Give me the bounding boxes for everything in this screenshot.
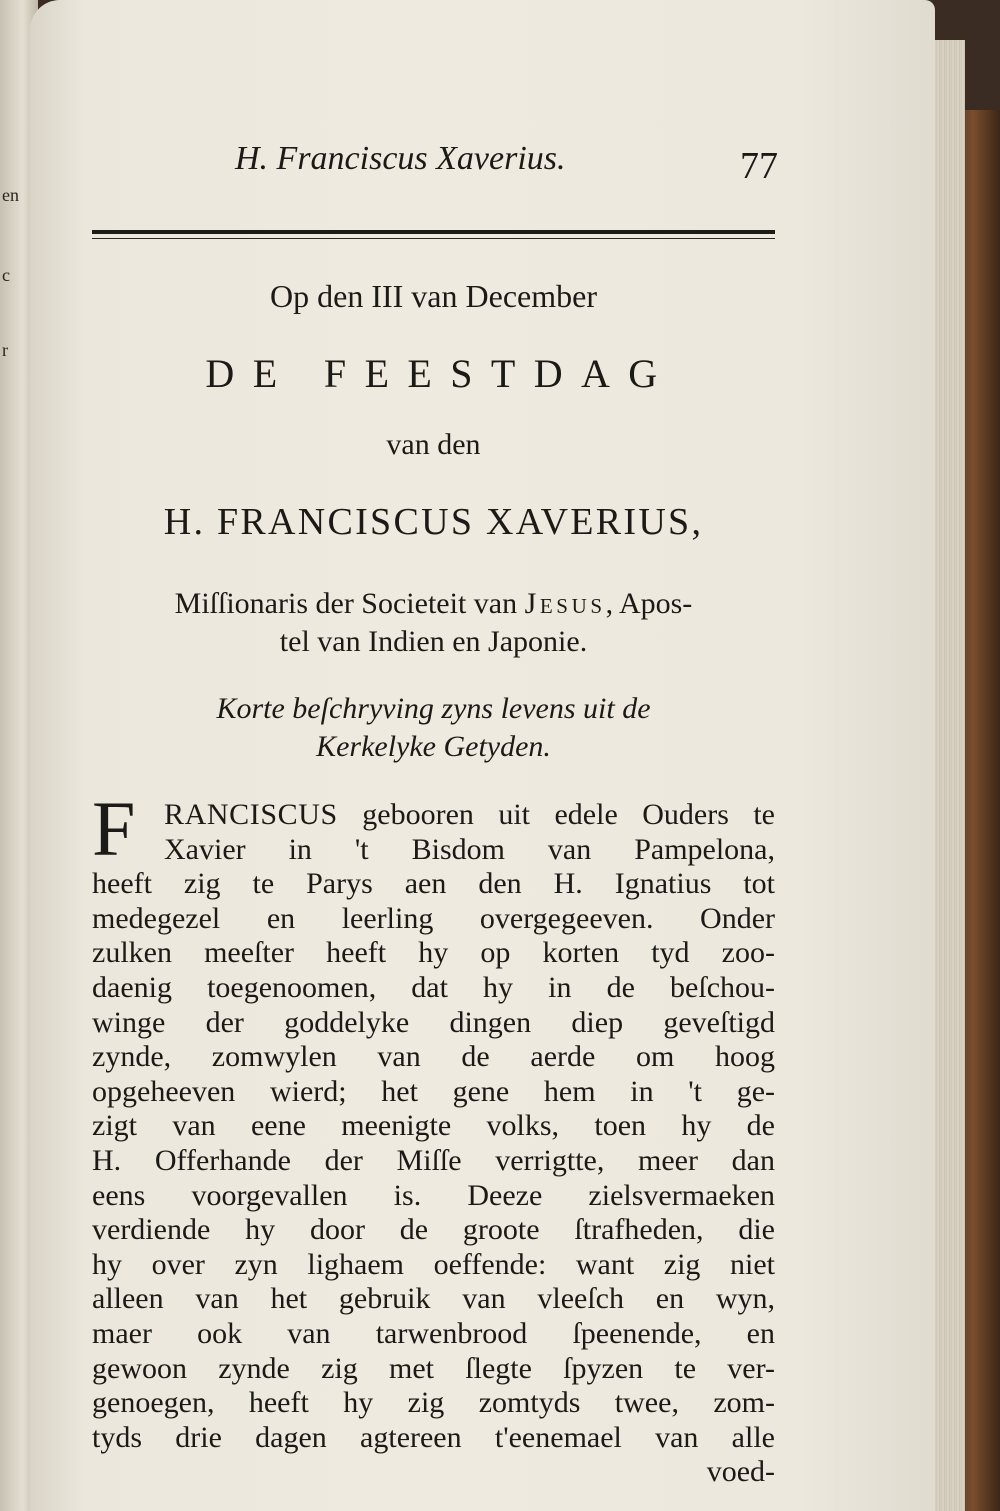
- book-page: [30, 0, 935, 1511]
- body-line: zynde, zomwylen van de aerde om hoog: [92, 1040, 775, 1074]
- header-rule-thick: [92, 230, 775, 234]
- feast-title: DE FEESTDAG: [205, 351, 676, 396]
- left-page-fragment: c: [2, 265, 10, 285]
- body-line: alleen van het gebruik van vleeſch en wyn,: [92, 1282, 775, 1316]
- body-line: eens voorgevallen is. Deeze zielsvermaeken: [92, 1178, 775, 1212]
- first-word: RANCISCUS: [164, 798, 338, 831]
- body-line: zulken meeſter heeft hy op korten tyd zoo-: [92, 936, 775, 970]
- body-line: RANCISCUS gebooren uit edele Ouders te: [164, 798, 775, 831]
- page-number: 77: [740, 145, 778, 187]
- catchword: voed-: [706, 1455, 775, 1489]
- subtitle-line-2: tel van Indien en Japonie.: [279, 625, 588, 658]
- body-line: medegezel en leerling overgegeeven. Onder: [92, 901, 775, 935]
- page-header: [30, 140, 935, 190]
- running-title: H. Franciscus Xaverius.: [235, 140, 566, 177]
- section-title-line-2: Kerkelyke Getyden.: [316, 730, 551, 763]
- body-line: zigt van eene meenigte volks, toen hy de: [92, 1109, 775, 1143]
- body-line: H. Offerhande der Miſſe verrigtte, meer dan: [92, 1143, 775, 1177]
- van-den-line: van den: [386, 428, 481, 461]
- body-line: heeft zig te Parys aen den H. Ignatius tot: [92, 867, 775, 901]
- subtitle-line-1: Miſſionaris der Societeit van Jesus, Apos-: [174, 587, 693, 620]
- jesus-word: Jesus: [524, 587, 606, 620]
- saint-name: H. FRANCISCUS XAVERIUS,: [163, 501, 704, 543]
- body-text: [92, 798, 775, 1490]
- body-line: daenig toegenoomen, dat hy in de beſchou-: [92, 970, 775, 1004]
- left-page-fragment: r: [2, 340, 8, 360]
- header-rule-thin: [92, 238, 775, 239]
- section-title: [92, 690, 775, 766]
- body-line: gewoon zynde zig met ſlegte ſpyzen te ver-: [92, 1351, 775, 1385]
- body-line: hy over zyn lighaem oeffende: want zig niet: [92, 1247, 775, 1281]
- date-line: Op den III van December: [270, 278, 597, 314]
- section-title-line-1: Korte beſchryving zyns levens uit de: [216, 692, 651, 725]
- body-line: opgeheeven wierd; het gene hem in 't ge-: [92, 1074, 775, 1108]
- body-line: tyds drie dagen agtereen t'eenemael van alle: [92, 1420, 775, 1454]
- drop-cap: F: [92, 785, 136, 872]
- body-line: genoegen, heeft hy zig zomtyds twee, zom-: [92, 1386, 775, 1420]
- body-line: verdiende hy door de groote ſtrafheden, die: [92, 1213, 775, 1247]
- body-line: maer ook van tarwenbrood ſpeenende, en: [92, 1316, 775, 1350]
- body-line: winge der goddelyke dingen diep geveſtigd: [92, 1005, 775, 1039]
- left-page-fragment: en: [2, 185, 19, 205]
- body-line: Xavier in 't Bisdom van Pampelona,: [164, 832, 775, 866]
- subtitle: [92, 585, 775, 661]
